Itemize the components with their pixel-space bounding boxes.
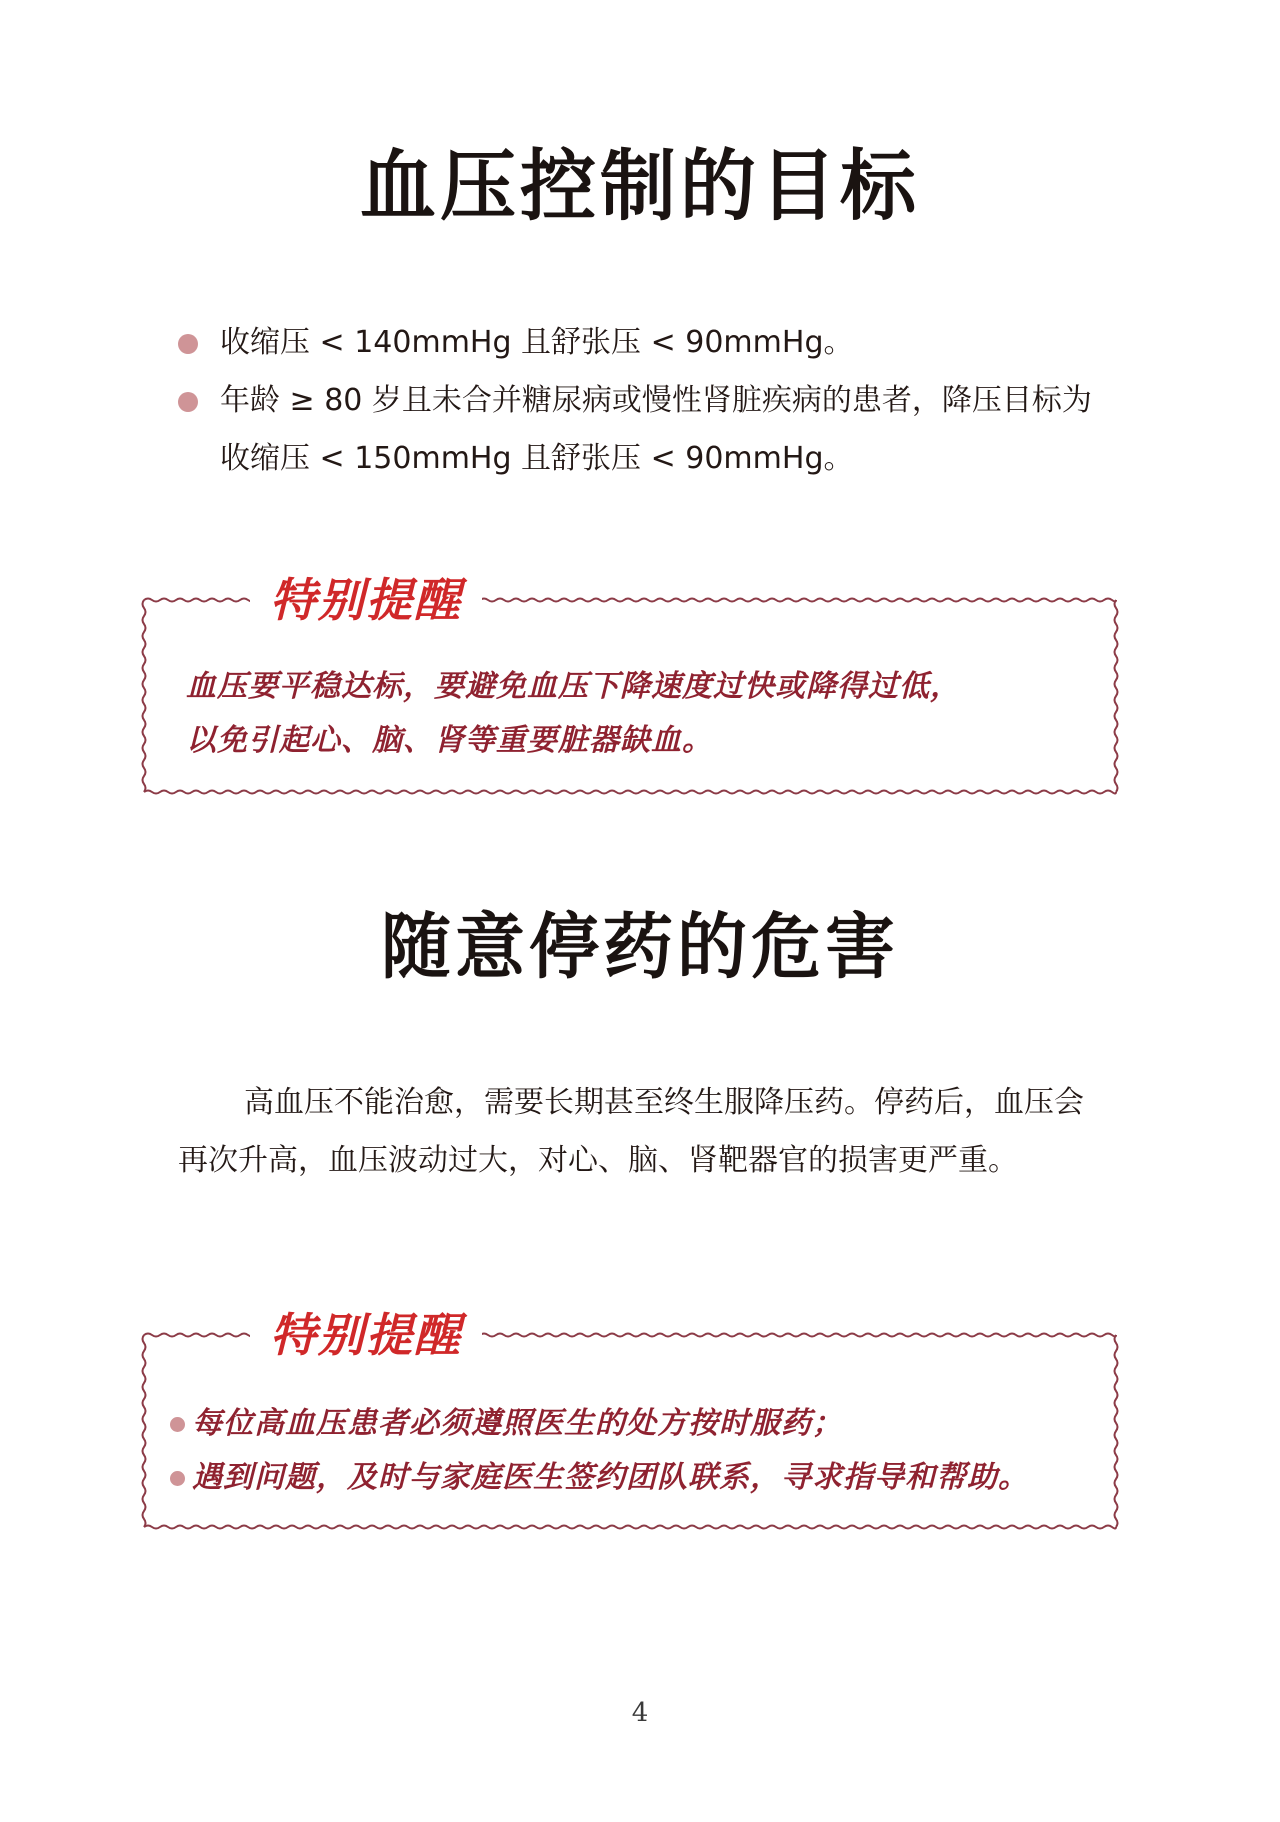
reminder-line: 血压要平稳达标，要避免血压下降速度过快或降得过低， [186,669,961,704]
reminder-box [140,1305,1120,1535]
section-title-stop-medication-harm: 随意停药的危害 [381,905,899,989]
page-number: 4 [631,1698,649,1728]
reminder-line [192,1397,1092,1451]
stop-medication-paragraph: 高血压不能治愈，需要长期甚至终生服降压药。停药后，血压会再次升高，血压波动过大，对心、脑、肾靶器官的损害更严重。 [178,1085,1084,1178]
reminder-line-text: 每位高血压患者必须遵照医生的处方按时服药； [192,1406,843,1441]
reminder-content [192,1397,1092,1505]
reminder-title: 特别提醒 [250,1305,482,1365]
reminder-line [192,1451,1092,1505]
bullet-dot-icon [178,334,198,354]
bullet-dot-icon [178,392,198,412]
bullet-dot-icon [170,1471,185,1486]
list-item [178,314,1098,372]
bp-target-list [178,314,1098,488]
reminder-content [186,660,1086,768]
list-item-text: 年龄 ≥ 80 岁且未合并糖尿病或慢性肾脏疾病的患者，降压目标为收缩压 < 150mmHg 且舒张压 < 90mmHg。 [220,383,1092,476]
bullet-dot-icon [170,1417,185,1432]
list-item-text: 收缩压 < 140mmHg 且舒张压 < 90mmHg。 [220,325,854,360]
reminder-line-text: 遇到问题，及时与家庭医生签约团队联系，寻求指导和帮助。 [192,1460,1029,1495]
reminder-title: 特别提醒 [250,570,482,630]
reminder-box [140,570,1120,800]
section-title-bp-target: 血压控制的目标 [360,140,920,231]
reminder-line: 以免引起心、脑、肾等重要脏器缺血。 [186,723,713,758]
list-item [178,372,1098,488]
